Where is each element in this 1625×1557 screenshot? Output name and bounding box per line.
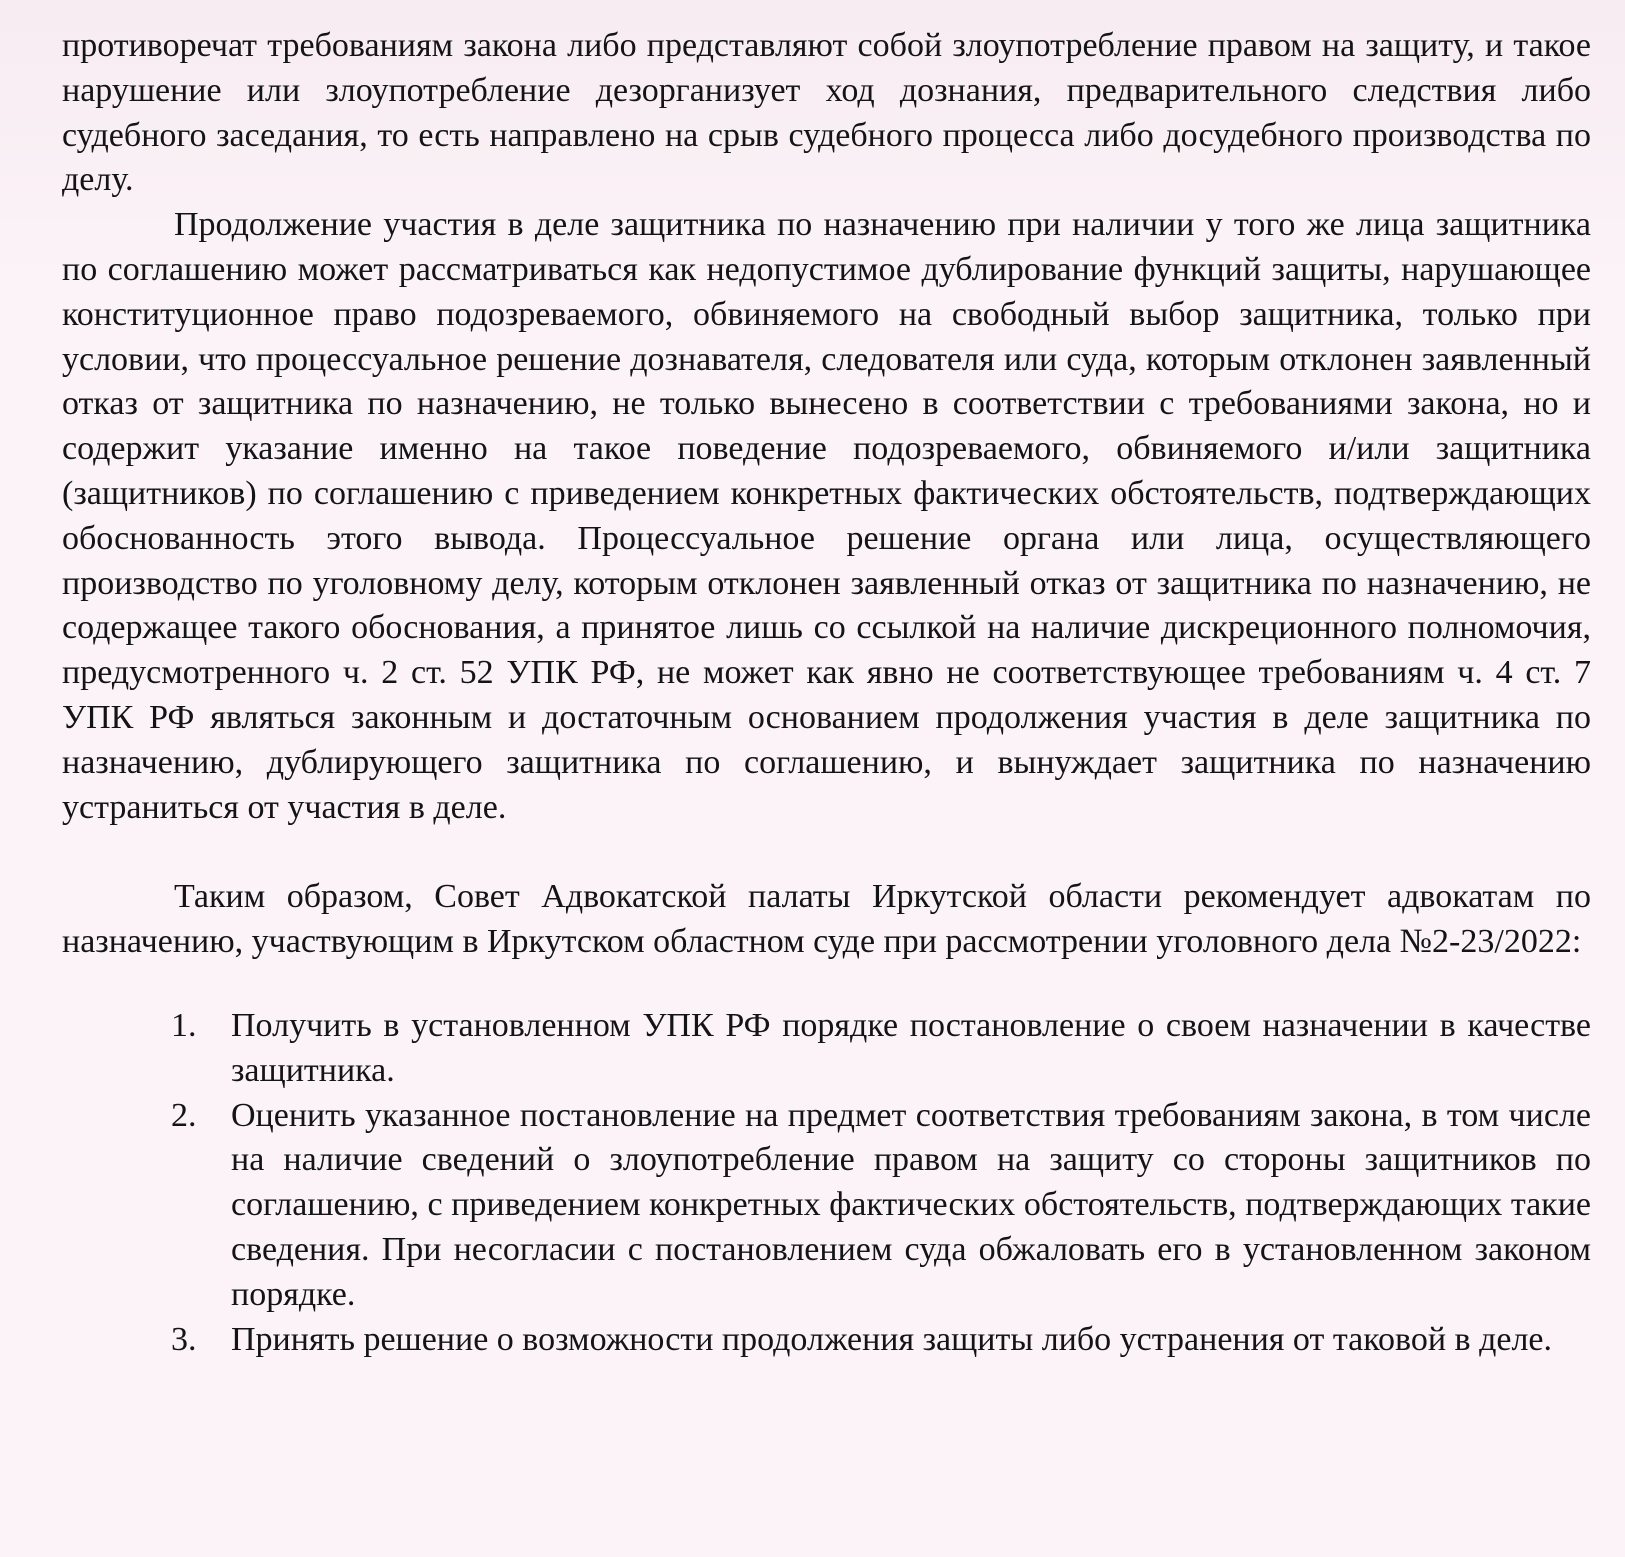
list-item	[62, 1318, 1591, 1363]
list-item-number: 3.	[171, 1320, 197, 1358]
paragraph-recommendation-intro: Таким образом, Совет Адвокатской палаты Иркутской области рекомендует адвокатам по назначению, участвующим в Иркутском областном суде при рассмотрении уголовного дела №2-23/2022:	[62, 878, 1591, 961]
paragraph-continuation: противоречат требованиям закона либо представляют собой злоупотребление правом на защиту, и такое нарушение или злоупотребление дезорганизует ход дознания, предварительного следствия либо судебного заседания, то есть направлено на срыв судебного процесса либо досудебного производства по делу.	[62, 27, 1591, 199]
list-item-number: 1.	[171, 1006, 197, 1044]
list-item-number: 2.	[171, 1096, 197, 1134]
paragraph-gap	[62, 830, 1591, 875]
list-item-text: Оценить указанное постановление на предмет соответствия требованиям закона, в том числе на наличие сведений о злоупотребление правом на защиту со стороны защитников по соглашению, с приведением конкретных фактических обстоятельств, подтверждающих такие сведения. При несогласии с постановлением суда обжаловать его в установленном законом порядке.	[231, 1096, 1591, 1313]
list-item	[62, 1094, 1591, 1318]
recommendations-list	[62, 1004, 1591, 1362]
list-item-text: Принять решение о возможности продолжения защиты либо устранения от таковой в деле.	[231, 1320, 1553, 1358]
paragraph-duplication-of-defense: Продолжение участия в деле защитника по назначению при наличии у того же лица защитника по соглашению может рассматриваться как недопустимое дублирование функций защиты, нарушающее конституционное право подозреваемого, обвиняемого на свободный выбор защитника, только при условии, что процессуальное решение дознавателя, следователя или суда, которым отклонен заявленный отказ от защитника по назначению, не только вынесено в соответствии с требованиями закона, но и содержит указание именно на такое поведение подозреваемого, обвиняемого и/или защитника (защитников) по соглашению с приведением конкретных фактических обстоятельств, подтверждающих обоснованность этого вывода. Процессуальное решение органа или лица, осуществляющего производство по уголовному делу, которым отклонен заявленный отказ от защитника по назначению, не содержащее такого обоснования, а принятое лишь со ссылкой на наличие дискреционного полномочия, предусмотренного ч. 2 ст. 52 УПК РФ, не может как явно не соответствующее требованиям ч. 4 ст. 7 УПК РФ являться законным и достаточным основанием продолжения участия в деле защитника по назначению, дублирующего защитника по соглашению, и вынуждает защитника по назначению устраниться от участия в деле.	[62, 206, 1591, 826]
list-item	[62, 1004, 1591, 1094]
list-gap	[62, 965, 1591, 1004]
list-item-text: Получить в установленном УПК РФ порядке постановление о своем назначении в качестве защитника.	[231, 1006, 1591, 1089]
